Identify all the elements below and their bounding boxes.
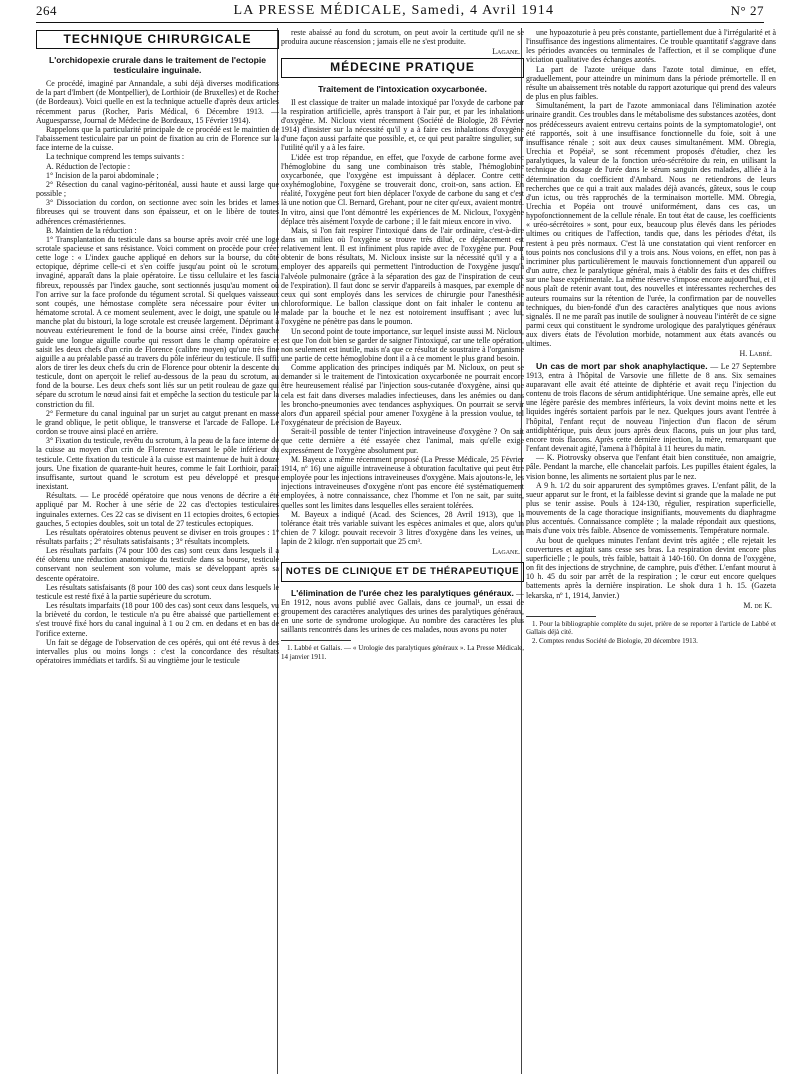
column-3: [526, 28, 776, 1074]
issue-number: N° 27: [730, 3, 764, 18]
article-body: [281, 98, 524, 547]
article-paragraph: Simultanément, la part de l'azote ammoniacal dans l'élimination azotée urinaire grandit. Ces troubles dans le métabolisme des substances azotées, dont nos prédécesseurs avaient entrevu certains points de la symptomatologie¹, ont été rapportés, soit à une insuffisance fonctionnelle du foie, soit à une insuffisance rénale ; soit aux deux causes simultanément. MM. Obregia, Urechia et Popéia², se sont récemment proposés d'étudier, chez les paralytiques, la valeur de la fonction uréo-sécrétoire du rein, en utilisant la technique du dosage de l'urée dans le sérum sanguin des malades, alliée à la détermination du coefficient d'Ambard. Nous ne retiendrons de leurs recherches que ce qui a trait aux malades déjà avancés, gâteux, sous le coup d'un ictus, ou très rapprochés de la terminaison mortelle. MM. Obregia, Urechia et Popéia ont trouvé uniformément, dans ces cas, un hypofonctionnement de la cellule rénale. En tout état de cause, les coefficients « uréo-sécrétoires » sont, pour eux, beaucoup plus élevés dans les périodes ultimes ou critiques de l'affection, tandis que, dans les périodes d'état, ils restent à peu près normaux. C'est là une constatation qui vient renforcer en tous points nos conclusions d'il y a trois ans. Nous voions, en effet, non pas à incriminer plus particulièrement le mauvais fonctionnement d'un appareil ou d'un autre, chez le paralytique général, mais à établir des faits et des chiffres sur une base expérimentale. La même réserve s'impose encore aujourd'hui, et il nous plaît de retenir avant tout, des nouvelles et intéressantes recherches des auteurs roumains sur la rétention de l'urée, la confirmation par de nouvelles techniques, du bien-fondé d'un des caractères analytiques que nous avions signalés. Il ne me paraît pas inutile de souligner à nouveau l'intérêt de ce signe parmi ceux qui constituent le syndrome urologique des paralytiques généraux aux divers états de l'évolution morbide, notamment aux états avancés ou ultimes.: [526, 101, 776, 349]
footnote: 2. Comptes rendus Société de Biologie, 20 décembre 1913.: [532, 636, 698, 645]
section-heading: MÉDECINE PRATIQUE: [281, 58, 524, 77]
signature: Lagane.: [492, 547, 520, 557]
page-header: [36, 2, 764, 20]
article-body: [526, 28, 776, 348]
article-body: [36, 79, 279, 665]
article-paragraph: Ce procédé, imaginé par Annandale, a subi déjà diverses modifications de la part d'Imbert (de Montpellier), de Lorthioir (de Bruxelles) et de Rocher (de Bordeaux). Voici quelle en est la technique actuelle d'après deux articles récemment parus (Rocher, Paris Médical, 6 Décembre 1913. — Auguesparsse, Journal de Médecine de Bordeaux, 15 Février 1914).: [36, 79, 279, 125]
article-paragraph: Résultats. — Le procédé opératoire que nous venons de décrire a été appliqué par M. Rocher à une série de 22 cas d'ectopies testiculaires inguinales externes. Ces 22 cas se divisent en 11 ectopies droites, 6 ectopies gauches, 5 ectopies doubles, soit un total de 27 testicules ectopiques.: [36, 491, 279, 528]
article-paragraph: Les résultats satisfaisants (8 pour 100 des cas) sont ceux dans lesquels le testicule est resté fixé à la partie supérieure du scrotum.: [36, 582, 279, 601]
column-2: [281, 28, 524, 1074]
article-continuation: [281, 28, 524, 46]
article-paragraph: Il est classique de traiter un malade intoxiqué par l'oxyde de carbone par la respiration artificielle, après transport à l'air pur, et par les inhalations d'oxygène. M. Nicloux vient récemment (Société de Biologie, 28 Février 1914) d'insister sur la nécessité qu'il y a à faire ces inhalations d'oxygène d'une façon aussi parfaite que possible, et, ce qui peut paraître singulier, sur l'utilité qu'il y a à les faire.: [281, 97, 524, 153]
article-paragraph: A. Réduction de l'ectopie :: [46, 161, 131, 171]
article-paragraph: A 9 h. 1/2 du soir apparurent des symptômes graves. L'enfant pâlit, de la sueur apparut sur le front, et la faiblesse devint si grande que la malade ne put plus se tenir assise. Pouls à 124-130, régulier, respiration superficielle, mouvements de la cage thoracique insignifiants, mouvements du diaphragme plus accentués. Connaissance complète ; la malade répondait aux questions, mais d'une voix très faible. Absence de vomissements. Température normale.: [526, 480, 776, 536]
article-paragraph: Au bout de quelques minutes l'enfant devint très agitée ; elle rejetait les couvertures et agitait sans cesse ses bras. La respiration devint encore plus superficielle ; le pouls, très faible, battait à 140-160. On donna de l'oxygène, on fit des injections de strychnine, de camphre, puis d'éther. L'enfant mourut à 10 h. 45 du soir par arrêt de la respiration ; le cœur eut encore quelques battements après la dernière inspiration. Le shok dura 1 h. 15. (Gazeta lekarska, nº 1, 1914, Janvier.): [526, 535, 776, 600]
article-paragraph: Les résultats opératoires obtenus peuvent se diviser en trois groupes : 1° résultats parfaits ; 2° résultats satisfaisants ; 3° résultats incomplets.: [36, 527, 279, 546]
article-body: [526, 453, 776, 600]
column-1: [36, 28, 279, 1074]
article-paragraph: Un fait se dégage de l'observation de ces opérés, qui ont été revus à des intervalles plus ou moins longs : c'est la concordance des résultats opératoires immédiats et tardifs. Si au vingtième jour le testicule: [36, 637, 279, 665]
journal-title: LA PRESSE MÉDICALE, Samedi, 4 Avril 1914: [233, 3, 555, 18]
footnote: 1. Labbé et Gallais. — « Urologie des paralytiques généraux ». La Presse Médicale, 14 janvier 1911.: [281, 644, 524, 661]
article-paragraph: Rappelons que la particularité principale de ce procédé est le maintien de l'abaissement testiculaire par un point de fixation au crin de Florence sur la face interne de la cuisse.: [36, 124, 279, 153]
article-paragraph: Mais, si l'on fait respirer l'intoxiqué dans de l'air ordinaire, c'est-à-dire dans un milieu où l'oxygène se trouve très dilué, ce déplacement est relativement lent. Il est infiniment plus rapide avec de l'oxygène pur. Pour obtenir de bons résultats, M. Nicloux insiste sur la nécessité qu'il y a à employer des appareils qui permettent l'introduction de l'oxygène jusqu'à l'alvéole pulmonaire (grâce à la séparation des gaz de l'inspiration de ceux de l'expiration). Il faut donc se servir d'appareils à masques, par exemple de ceux qui sont employés dans les services de chirurgie pour l'anesthésie chloroformique. Le ballon classique dont on fait inhaler le contenu au malade par la bouche et le nez est notoirement insuffisant ; avec lui, l'oxygène ne pénètre pas dans le poumon.: [281, 225, 524, 327]
article-paragraph: une hypoazoturie à peu près constante, partiellement due à l'irrégularité et à l'insuffisance des ingestions alimentaires. Ce trouble quantitatif s'aggrave dans les périodes avancées ou terminales de l'affection, et il se complique d'une viciation qualitative des échanges azotés.: [526, 28, 776, 65]
article-paragraph: Comme application des principes indiqués par M. Nicloux, on peut se demander si le traitement de l'intoxication oxycarbonée ne pourrait encore être heureusement réalisé par l'injection sous-cutanée d'oxygène, ainsi que cela est fait dans diverses maladies infectieuses, dans les anémies ou dans les broncho-pneumonies avec tendances asphyxiques. On pourrait se servir alors d'un appareil spécial pour amener l'oxygène à la pression voulue, tel l'oxygénateur de précision de Bayeux.: [281, 363, 524, 428]
article-paragraph: [281, 588, 524, 635]
signature: H. Labbé.: [739, 349, 772, 359]
signature: M. de K.: [743, 600, 772, 610]
article-paragraph: reste abaissé au fond du scrotum, on peut avoir la certitude qu'il ne se produira aucune réascension ; jamais elle ne s'est produite.: [281, 28, 524, 47]
article-text: — En 1912, nous avons publié avec Gallais, dans ce journal¹, un essai de groupement des caractères analytiques des urines des paralytiques généraux, en une sorte de syndrome urologique. Au nombre des caractères les plus saillants rencontrés dans les urines de ces malades, nous avons pu noter: [281, 588, 524, 635]
footnotes: [526, 620, 776, 645]
article-paragraph: M. Bayeux a même récemment proposé (La Presse Médicale, 25 Février 1914, nº 16) une aiguille intraveineuse à obturation facultative qui peut être employée pour les injections intraveineuses d'oxygène. Mais ajoutons-le, les injections intraveineuses d'oxygène n'ont pas encore été systématiquement employées, à notre connaissance, chez l'homme et l'on ne sait, par suite, quelles sont les limites dans lesquelles elles seraient tolérées.: [281, 454, 524, 510]
section-heading: NOTES DE CLINIQUE ET DE THÉRAPEUTIQUE: [281, 562, 524, 581]
article-paragraph: M. Bayeux a indiqué (Acad. des Sciences, 28 Avril 1913), que la tolérance était très variable suivant les espèces animales et que, alors qu'un chien de 7 kilogr. pouvait recevoir 3 litres d'oxygène dans les veines, un lapin de 2 kilogr. n'en supportait que 25 cm³.: [281, 509, 524, 547]
article-title: Traitement de l'intoxication oxycarbonée.: [318, 83, 487, 94]
article-paragraph: La technique comprend les temps suivants :: [46, 152, 185, 162]
article-text: — Le 27 Septembre 1913, entra à l'hôpital de Varsovie une fillette de 8 ans. Six semaines auparavant elle avait été atteinte de diphtérie et avait reçu l'injection du contenu de trois flacons de sérum antidiphtérique. Une semaine après, elle eut une légère parésie des membres inférieurs, la voix devint moins nette et les liquides ingérés sortaient parfois par le nez. Quelques jours avant l'entrée à l'hôpital, l'enfant reçut de nouveau l'injection d'un flacon de sérum antidiphtérique, puis deux jours après deux flacons, puis un jour plus tard, encore trois flacons. Après cette dernière injection, la mère, remarquant que l'enfant devenait agité, l'amena à l'hôpital à 11 heures du matin.: [526, 361, 776, 454]
article-paragraph: La part de l'azote uréique dans l'azote total diminue, en effet, graduellement, pour atteindre un minimum dans la période prémortelle. Il en résulte un abaissement très notable du rapport azoturique qui prend des valeurs de plus en plus faibles.: [526, 64, 776, 102]
signature: Lagane.: [492, 47, 520, 57]
article-paragraph: 3° Dissociation du cordon, on sectionne avec soin les brides et lames fibreuses qui se trouvent dans son épaisseur, et on le libère de toutes adhérences crémastériennes.: [36, 198, 279, 226]
section-heading: TECHNIQUE CHIRURGICALE: [36, 30, 279, 49]
article-paragraph: Un second point de toute importance, sur lequel insiste aussi M. Nicloux, est que l'on doit bien se garder de saigner l'intoxiqué, car une telle opération, non seulement est inutile, mais n'a que ce résultat de soustraire à l'organisme une partie de cette hémoglobine dont il a à ce moment le plus grand besoin.: [281, 326, 524, 363]
article-title: L'orchidopexie crurale dans le traitement de l'ectopie testiculaire inguinale.: [48, 55, 267, 76]
header-rule: [36, 22, 764, 23]
footnote-rule: [281, 640, 351, 641]
article-paragraph: Serait-il possible de tenter l'injection intraveineuse d'oxygène ? On sait que cette dernière a été essayée chez l'animal, mais qu'elle exige expressément de l'oxygène absolument pur.: [281, 427, 524, 455]
article-paragraph: 1° Transplantation du testicule dans sa bourse après avoir créé une loge scrotale spacieuse et sans résistance. Voici comment on procède pour créer cette loge : « L'index gauche appliqué en dehors sur la bourse, du côté ectopique, déprime celle-ci et s'en coiffe jusqu'au point où le scrotum, invaginé, apparaît dans la plaie opératoire. Le tissu cellulaire et les fascia fibreux, repoussés par l'index gauche, sont sectionnés jusqu'au moment où l'on arrive sur la face profonde du tégument scrotal. Si quelques vaisseaux sont coupés, une hémostase complète sera nécessaire pour éviter un hématome scrotal. A ce moment seulement, avec le doigt, une spatule ou le manche plat du bistouri, la loge scrotale est creusée largement. Déprimant à nouveau extérieurement le fond de la bourse ainsi créée, l'index gauche guide une longue aiguille courbe qui ressort dans le champ opératoire et saisit les deux chefs d'un crin de Florence (calibre moyen) qu'une très fine aiguille a au préalable passé au travers du pôle inférieur du testicule. Il suffit alors de tirer les deux chefs du crin de Florence pour obtenir la descente du testicule, dont on aperçoit le relief au-dessous de la peau du scrotum, au fond de la bourse. Les deux chefs sont liés sur un petit rouleau de gaze qui sépare du scrotum le nœud ainsi fait et empêche la section du testicule par la constriction du fil.: [36, 234, 279, 409]
footnote: 1. Pour la bibliographie complète du sujet, prière de se reporter à l'article de Labbé et Gallais déjà cité.: [526, 619, 776, 637]
article-paragraph: Les résultats imparfaits (18 pour 100 des cas) sont ceux dans lesquels, vu la brièveté du cordon, le testicule n'a pu être abaissé que partiellement et s'est trouvé fixé hors du canal inguinal à 1 ou 2 cm. en dedans et en bas de l'orifice externe.: [36, 601, 279, 638]
article-paragraph: 3° Fixation du testicule, revêtu du scrotum, à la peau de la face interne de la cuisse au moyen d'un crin de Florence traversant le pôle inférieur du testicule. Cette fixation du testicule à la cuisse est maintenue de huit à douze jours. Une fixation de quarante-huit heures, comme le fait Lorthioir, paraît insuffisante, surtout quand le scrotum est peu développé et presque inexistant.: [36, 436, 279, 492]
article-paragraph: [526, 361, 776, 454]
article-paragraph: 2° Résection du canal vagino-péritonéal, aussi haute et aussi large que possible ;: [36, 179, 279, 199]
article-title: Un cas de mort par shok anaphylactique.: [536, 360, 708, 371]
article-paragraph: Les résultats parfaits (74 pour 100 des cas) sont ceux dans lesquels il a été obtenu une réduction anatomique du testicule dans sa bourse, testicule conservant non seulement son volume, mais se développant après sa descente opératoire.: [36, 546, 279, 583]
footnote-rule: [526, 616, 596, 617]
article-paragraph: L'idée est trop répandue, en effet, que l'oxyde de carbone forme avec l'hémoglobine du sang une combinaison très stable, l'hémoglobine oxycarbonée, que l'oxygène est impuissant à déplacer. Contre cette oxyhémoglobine, l'oxygène se trouverait donc, croit-on, sans action. En réalité, l'oxygène peut fort bien déplacer l'oxyde de carbone du sang et c'est là une notion que Cl. Bernard, Grehant, pour ne citer qu'eux, avaient montré. In vitro, ainsi que l'ont démontré les expériences de M. Nicloux, l'oxygène déplace très aisément l'oxyde de carbone ; il le fait mieux encore in vivo.: [281, 152, 524, 226]
article-paragraph: 1° Incision de la paroi abdominale ;: [46, 170, 159, 180]
article-title: L'élimination de l'urée chez les paralytiques généraux.: [291, 587, 514, 598]
article-paragraph: — K. Piotrovsky observa que l'enfant était bien constituée, non amaigrie, pâle. Pendant la marche, elle chancelait parfois. Les pupilles étaient égales, la vision bonne, les aliments ne sortaient plus par le nez.: [526, 453, 776, 481]
article-paragraph: B. Maintien de la réduction :: [46, 225, 137, 235]
article-paragraph: 2° Fermeture du canal inguinal par un surjet au catgut prenant en masse le grand oblique, le petit oblique, le transverse et l'arcade de Fallope. Le cordon se trouve ainsi placé en arrière.: [36, 408, 279, 437]
page-number: 264: [36, 3, 57, 18]
